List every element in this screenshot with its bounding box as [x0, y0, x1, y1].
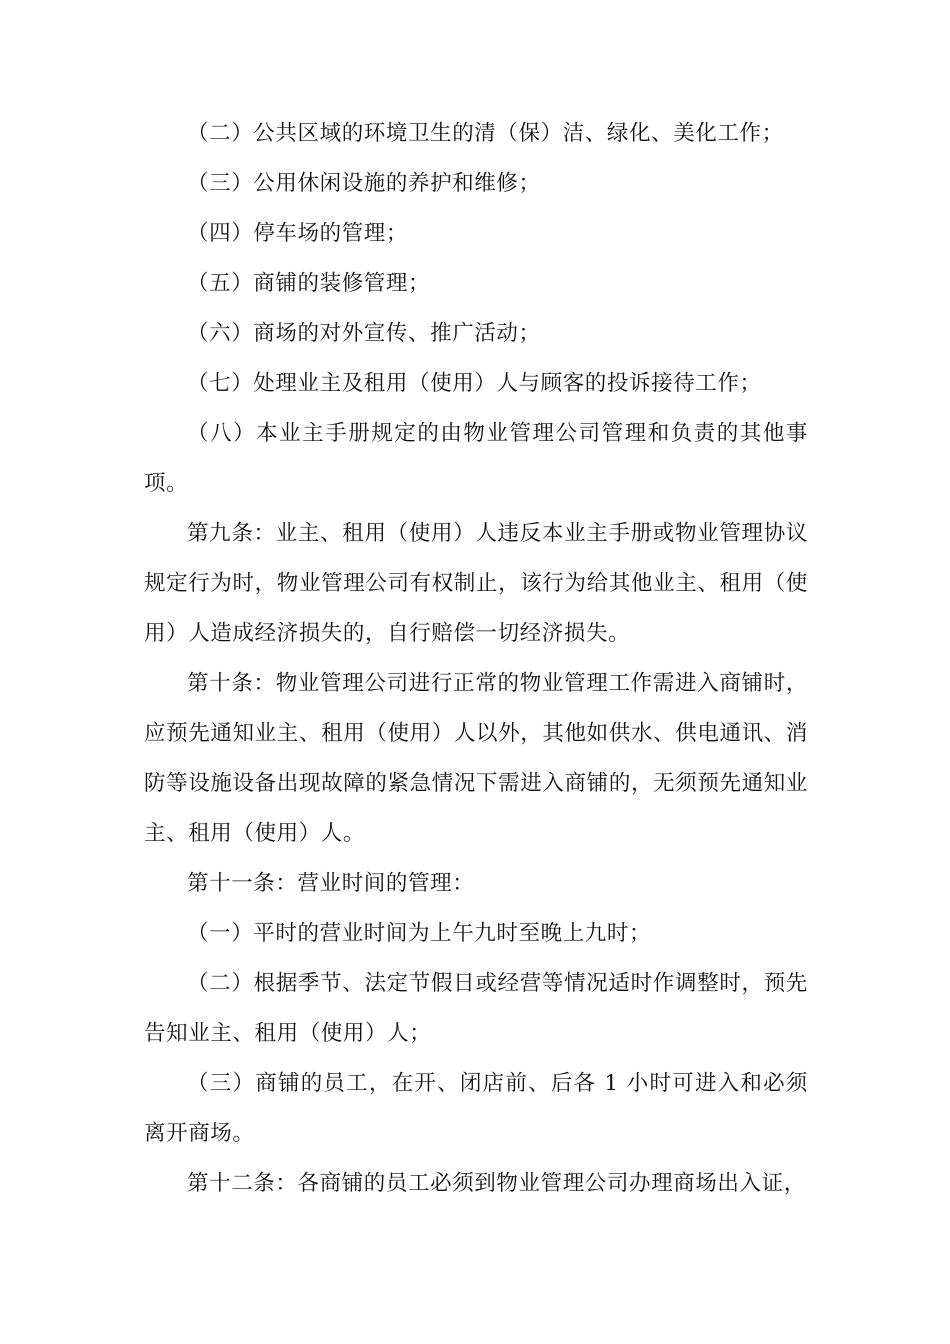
article-11-heading: 第十一条：营业时间的管理： [187, 871, 475, 896]
document-body [144, 109, 808, 1209]
paragraph-item-4: （四）停车场的管理； [187, 221, 409, 246]
article-12: 第十二条：各商铺的员工必须到物业管理公司办理商场出入证， [187, 1171, 806, 1196]
article-11-item-1: （一）平时的营业时间为上午九时至晚上九时； [187, 921, 652, 946]
article-11-item-2: （二）根据季节、法定节假日或经营等情况适时作调整时，预先告知业主、租用（使用）人； [144, 971, 808, 1046]
paragraph-item-7: （七）处理业主及租用（使用）人与顾客的投诉接待工作； [187, 371, 762, 396]
paragraph-item-8: （八）本业主手册规定的由物业管理公司管理和负责的其他事项。 [144, 421, 808, 496]
paragraph-item-5: （五）商铺的装修管理； [187, 271, 431, 296]
article-9: 第九条：业主、租用（使用）人违反本业主手册或物业管理协议规定行为时，物业管理公司有权制止，该行为给其他业主、租用（使用）人造成经济损失的，自行赔偿一切经济损失。 [144, 521, 808, 646]
article-10: 第十条：物业管理公司进行正常的物业管理工作需进入商铺时，应预先通知业主、租用（使用）人以外，其他如供水、供电通讯、消防等设施设备出现故障的紧急情况下需进入商铺的，无须预先通知业主、租用（使用）人。 [144, 671, 808, 846]
paragraph-item-6: （六）商场的对外宣传、推广活动； [187, 321, 541, 346]
article-11-item-3: （三）商铺的员工，在开、闭店前、后各 1 小时可进入和必须离开商场。 [144, 1071, 808, 1146]
paragraph-item-2: （二）公共区域的环境卫生的清（保）洁、绿化、美化工作； [187, 121, 784, 146]
paragraph-item-3: （三）公用休闲设施的养护和维修； [187, 171, 541, 196]
